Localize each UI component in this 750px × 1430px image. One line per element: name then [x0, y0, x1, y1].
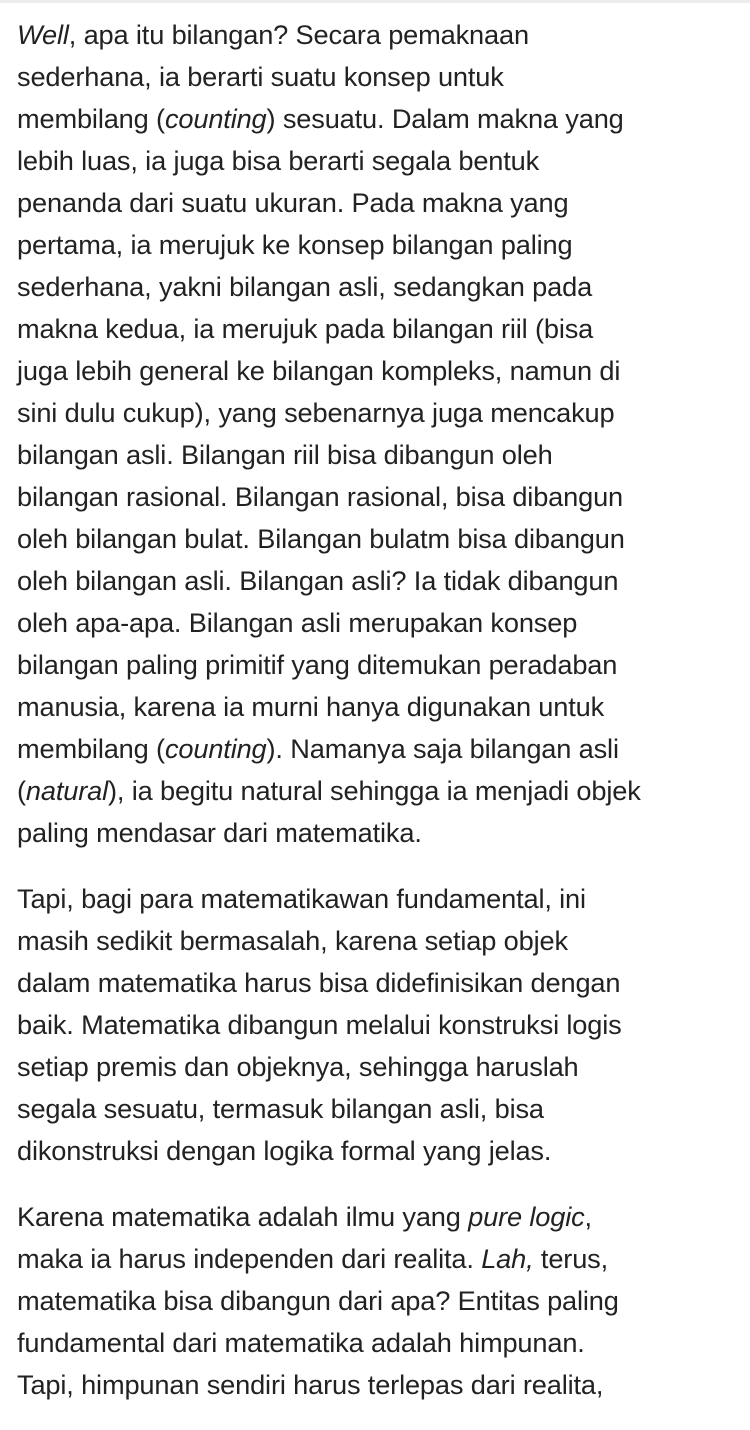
text-segment: oleh apa-apa. Bilangan asli merupakan konsep — [17, 607, 578, 638]
text-line — [17, 812, 717, 854]
text-segment: oleh bilangan asli. Bilangan asli? Ia tidak dibangun — [17, 565, 619, 596]
paragraph — [17, 878, 717, 1172]
text-line — [17, 56, 717, 98]
text-segment: sini dulu cukup), yang sebenarnya juga mencakup — [17, 397, 615, 428]
text-line — [17, 1130, 717, 1172]
text-segment: ( — [17, 775, 26, 806]
text-segment: bilangan paling primitif yang ditemukan peradaban — [17, 649, 618, 680]
text-line — [17, 308, 717, 350]
text-segment: juga lebih general ke bilangan kompleks, namun di — [17, 355, 621, 386]
text-segment: Tapi, bagi para matematikawan fundamental, ini — [17, 883, 586, 914]
text-segment: dikonstruksi dengan logika formal yang jelas. — [17, 1135, 552, 1166]
text-line — [17, 518, 717, 560]
text-line — [17, 1046, 717, 1088]
text-segment: sederhana, yakni bilangan asli, sedangkan pada — [17, 271, 593, 302]
text-line — [17, 140, 717, 182]
text-line — [17, 644, 717, 686]
text-segment: paling mendasar dari matematika. — [17, 817, 422, 848]
text-segment: baik. Matematika dibangun melalui konstruksi logis — [17, 1009, 622, 1040]
text-segment: sederhana, ia berarti suatu konsep untuk — [17, 61, 504, 92]
text-segment: matematika bisa dibangun dari apa? Entitas paling — [17, 1285, 619, 1316]
paragraph — [17, 14, 717, 854]
text-segment: membilang ( — [17, 733, 165, 764]
text-segment: setiap premis dan objeknya, sehingga haruslah — [17, 1051, 579, 1082]
text-segment: fundamental dari matematika adalah himpunan. — [17, 1327, 585, 1358]
text-segment: oleh bilangan bulat. Bilangan bulatm bisa dibangun — [17, 523, 625, 554]
text-segment: , apa itu bilangan? Secara pemaknaan — [68, 19, 529, 50]
text-line — [17, 350, 717, 392]
text-segment: penanda dari suatu ukuran. Pada makna yang — [17, 187, 569, 218]
italic-term: pure logic — [468, 1201, 585, 1232]
text-line — [17, 266, 717, 308]
text-line — [17, 434, 717, 476]
text-line — [17, 1322, 717, 1364]
italic-term: natural — [25, 775, 108, 806]
paragraph — [17, 1196, 717, 1406]
text-segment: Karena matematika adalah ilmu yang — [17, 1201, 469, 1232]
text-segment: ) sesuatu. Dalam makna yang — [266, 103, 624, 134]
text-segment: dalam matematika harus bisa didefinisikan dengan — [17, 967, 621, 998]
text-segment: terus, — [533, 1243, 609, 1274]
article-body — [17, 14, 717, 1430]
text-line — [17, 1088, 717, 1130]
text-line — [17, 98, 717, 140]
text-segment: segala sesuatu, termasuk bilangan asli, bisa — [17, 1093, 544, 1124]
text-segment: maka ia harus independen dari realita. — [17, 1243, 482, 1274]
text-line — [17, 1196, 717, 1238]
text-line — [17, 476, 717, 518]
text-line — [17, 728, 717, 770]
text-line — [17, 560, 717, 602]
text-line — [17, 392, 717, 434]
text-line — [17, 878, 717, 920]
text-line — [17, 686, 717, 728]
text-line — [17, 770, 717, 812]
text-segment: makna kedua, ia merujuk pada bilangan riil (bisa — [17, 313, 594, 344]
text-line — [17, 962, 717, 1004]
text-segment: , — [584, 1201, 592, 1232]
text-line — [17, 1364, 717, 1406]
text-line — [17, 602, 717, 644]
text-line — [17, 1280, 717, 1322]
italic-term: counting — [164, 103, 267, 134]
text-segment: masih sedikit bermasalah, karena setiap objek — [17, 925, 568, 956]
text-segment: lebih luas, ia juga bisa berarti segala bentuk — [17, 145, 540, 176]
italic-term: Lah, — [481, 1243, 534, 1274]
text-segment: membilang ( — [17, 103, 165, 134]
text-segment: bilangan asli. Bilangan riil bisa dibangun oleh — [17, 439, 553, 470]
text-line — [17, 14, 717, 56]
text-line — [17, 920, 717, 962]
text-segment: bilangan rasional. Bilangan rasional, bisa dibangun — [17, 481, 624, 512]
text-segment: manusia, karena ia murni hanya digunakan untuk — [17, 691, 605, 722]
italic-term: Well — [17, 19, 69, 50]
text-segment: Tapi, himpunan sendiri harus terlepas dari realita, — [17, 1369, 604, 1400]
text-line — [17, 1238, 717, 1280]
top-divider — [0, 0, 750, 3]
text-line — [17, 182, 717, 224]
text-segment: ). Namanya saja bilangan asli — [266, 733, 619, 764]
text-line — [17, 224, 717, 266]
text-line — [17, 1004, 717, 1046]
text-segment: ), ia begitu natural sehingga ia menjadi objek — [108, 775, 641, 806]
text-segment: pertama, ia merujuk ke konsep bilangan paling — [17, 229, 573, 260]
italic-term: counting — [164, 733, 267, 764]
